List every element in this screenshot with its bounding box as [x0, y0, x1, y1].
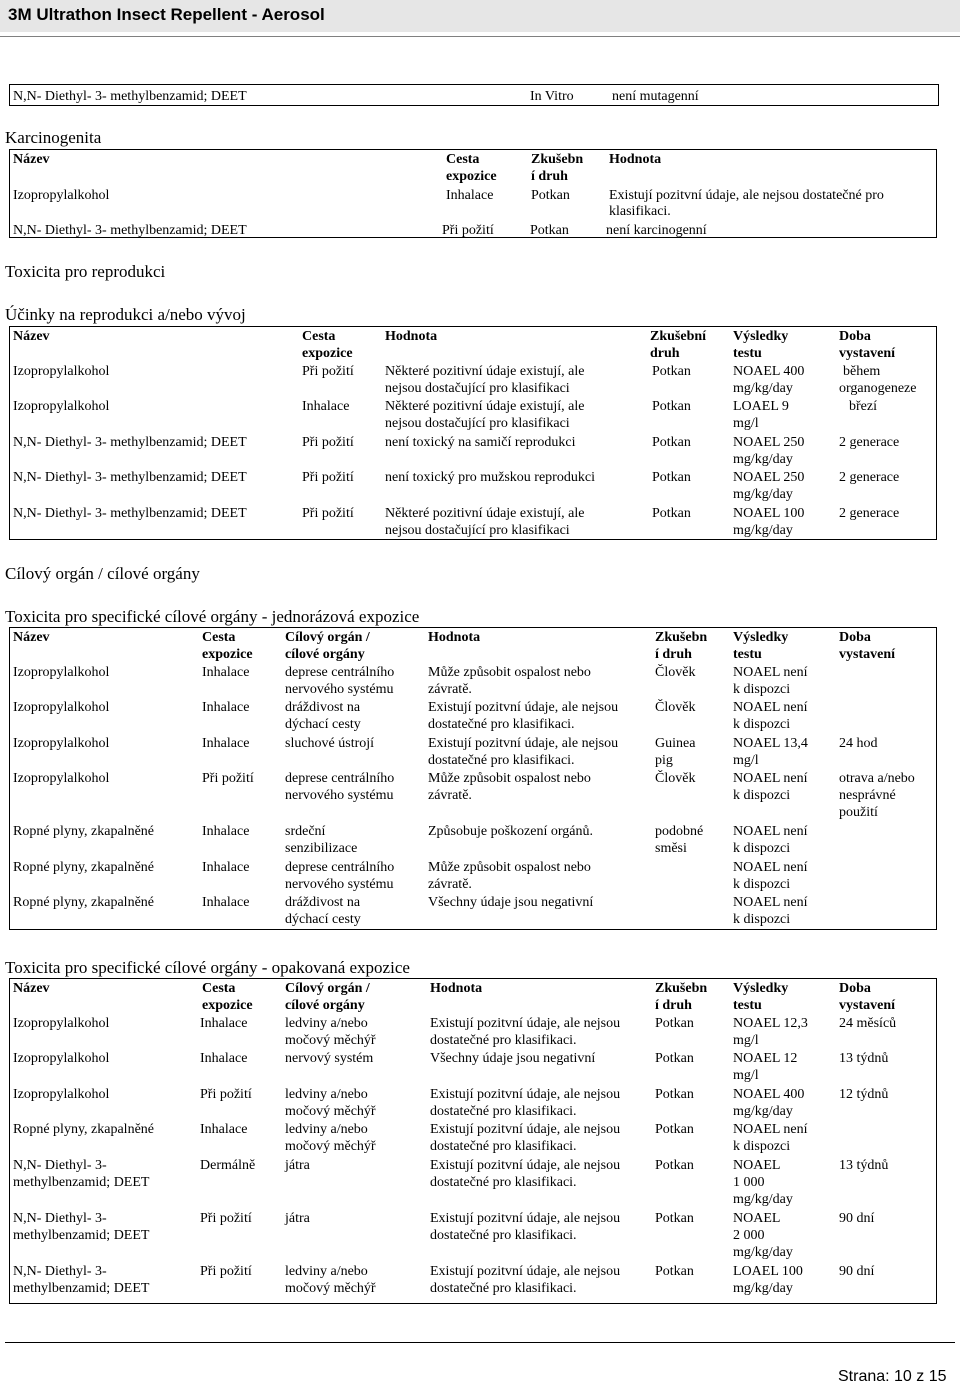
table-cell: NOAEL 12 — [733, 1051, 798, 1066]
table-cell: 90 dní — [839, 1264, 875, 1279]
table-cell: směsi — [655, 841, 687, 856]
table-cell: Izopropylalkohol — [13, 364, 110, 379]
mutagen-cell: In Vitro — [530, 89, 574, 104]
table-cell: Při požití — [302, 364, 354, 379]
table-header: Hodnota — [430, 981, 483, 996]
table-cell: Potkan — [652, 435, 691, 450]
table-cell: NOAEL 400 — [733, 1087, 805, 1102]
table-header: Zkušební — [650, 329, 707, 344]
table-cell: Inhalace — [202, 824, 250, 839]
table-cell: Při požití — [202, 771, 254, 786]
table-header: expozice — [302, 346, 353, 361]
table-cell: použití — [839, 805, 878, 820]
table-cell: mg/kg/day — [733, 487, 793, 502]
table-cell: Při požití — [302, 506, 354, 521]
table-header: í druh — [531, 169, 568, 184]
table-cell: NOAEL není — [733, 665, 808, 680]
table-cell: dostatečné pro klasifikaci. — [428, 717, 575, 732]
table-cell: mg/kg/day — [733, 523, 793, 538]
table-cell: Izopropylalkohol — [13, 736, 110, 751]
table-cell: Izopropylalkohol — [13, 188, 110, 203]
table-header: Doba — [839, 981, 871, 996]
table-cell: 2 generace — [839, 506, 900, 521]
document-title: 3M Ultrathon Insect Repellent - Aerosol — [8, 5, 325, 24]
table-cell: Guinea — [655, 736, 696, 751]
table-cell: 2 000 — [733, 1228, 765, 1243]
section-title: Toxicita pro reprodukci — [5, 262, 166, 281]
table-header: Cesta — [202, 981, 236, 996]
table-cell: játra — [285, 1158, 310, 1173]
table-cell: nejsou dostačující pro klasifikaci — [385, 523, 570, 538]
table-cell: k dispozci — [733, 877, 791, 892]
table-header: Doba — [839, 630, 871, 645]
table-cell: dostatečné pro klasifikaci. — [430, 1281, 577, 1296]
table-cell: Potkan — [655, 1087, 694, 1102]
table-cell: LOAEL 100 — [733, 1264, 803, 1279]
table-cell: podobné — [655, 824, 704, 839]
table-cell: Při požití — [302, 470, 354, 485]
table-cell: Některé pozitivní údaje existují, ale — [385, 399, 585, 414]
table-cell: Existují pozitvní údaje, ale nejsou — [428, 736, 619, 751]
table-cell: Potkan — [652, 364, 691, 379]
table-cell: k dispozci — [733, 682, 791, 697]
table-cell: Potkan — [530, 223, 569, 238]
table-cell: Při požití — [442, 223, 494, 238]
table-header: druh — [650, 346, 680, 361]
table-cell: NOAEL není — [733, 895, 808, 910]
table-cell: N,N- Diethyl- 3- — [13, 1158, 107, 1173]
table-cell: NOAEL není — [733, 824, 808, 839]
table-cell: Inhalace — [202, 736, 250, 751]
table-cell: mg/l — [733, 1033, 759, 1048]
table-cell: mg/l — [733, 416, 759, 431]
table-cell: dostatečné pro klasifikaci. — [430, 1175, 577, 1190]
table-cell: nejsou dostačující pro klasifikaci — [385, 416, 570, 431]
table-cell: k dispozci — [733, 788, 791, 803]
table-cell: Při požití — [200, 1264, 252, 1279]
table-header: Výsledky — [733, 630, 789, 645]
table-header: testu — [733, 998, 762, 1013]
table-cell: Některé pozitivní údaje existují, ale — [385, 364, 585, 379]
section-title: Toxicita pro specifické cílové orgány - jednorázová expozice — [5, 607, 420, 626]
table-cell: mg/kg/day — [733, 452, 793, 467]
table-cell: 2 generace — [839, 435, 900, 450]
table-cell: mg/kg/day — [733, 381, 793, 396]
table-cell: Existují pozitvní údaje, ale nejsou dostatečné pro — [609, 188, 884, 203]
table-header: expozice — [202, 998, 253, 1013]
table-cell: mg/kg/day — [733, 1192, 793, 1207]
table-cell: k dispozci — [733, 912, 791, 927]
table-header: í druh — [655, 647, 692, 662]
table-cell: Izopropylalkohol — [13, 1087, 110, 1102]
table-cell: Inhalace — [202, 895, 250, 910]
table-header: Cesta — [302, 329, 336, 344]
table-header: Název — [13, 630, 50, 645]
table-cell: NOAEL 12,3 — [733, 1016, 808, 1031]
table-cell: Existují pozitvní údaje, ale nejsou — [430, 1158, 621, 1173]
table-cell: Způsobuje poškození orgánů. — [428, 824, 593, 839]
table-header: Cesta — [446, 152, 480, 167]
table-cell: Ropné plyny, zkapalněné — [13, 824, 154, 839]
table-cell: Potkan — [655, 1016, 694, 1031]
table-cell: methylbenzamid; DEET — [13, 1281, 150, 1296]
table-cell: k dispozci — [733, 1139, 791, 1154]
table-cell: Existují pozitvní údaje, ale nejsou — [430, 1264, 621, 1279]
table-cell: deprese centrálního — [285, 665, 395, 680]
table-header: vystavení — [839, 647, 895, 662]
table-cell: Inhalace — [202, 860, 250, 875]
table-cell: NOAEL není — [733, 700, 808, 715]
table-header: Název — [13, 152, 50, 167]
table-cell: 24 hod — [839, 736, 878, 751]
table-cell: ledviny a/nebo — [285, 1122, 368, 1137]
table-cell: mg/l — [733, 1068, 759, 1083]
table-cell: NOAEL 400 — [733, 364, 805, 379]
table-cell: deprese centrálního — [285, 771, 395, 786]
table-cell: Inhalace — [302, 399, 350, 414]
table-cell: methylbenzamid; DEET — [13, 1175, 150, 1190]
table-cell: nervový systém — [285, 1051, 374, 1066]
table-header: cílové orgány — [285, 647, 365, 662]
table-cell: mg/l — [733, 753, 759, 768]
table-cell: dostatečné pro klasifikaci. — [430, 1139, 577, 1154]
table-cell: močový měchýř — [285, 1139, 376, 1154]
table-cell: 24 měsíců — [839, 1016, 897, 1031]
section-subtitle: Účinky na reprodukci a/nebo vývoj — [5, 305, 246, 324]
table-header: Název — [13, 329, 50, 344]
table-cell: 90 dní — [839, 1211, 875, 1226]
table-cell: Potkan — [652, 399, 691, 414]
table-cell: dráždivost na — [285, 895, 361, 910]
table-header: Hodnota — [385, 329, 438, 344]
table-header: vystavení — [839, 346, 895, 361]
table-cell: Všechny údaje jsou negativní — [428, 895, 594, 910]
table-cell: mg/kg/day — [733, 1245, 793, 1260]
table-header: Hodnota — [609, 152, 662, 167]
table-header: Cesta — [202, 630, 236, 645]
table-cell: N,N- Diethyl- 3- — [13, 1264, 107, 1279]
table-cell: Může způsobit ospalost nebo — [428, 665, 591, 680]
table-cell: močový měchýř — [285, 1033, 376, 1048]
table-cell: Izopropylalkohol — [13, 1016, 110, 1031]
header-divider — [0, 36, 960, 37]
table-header: Hodnota — [428, 630, 481, 645]
table-cell: dráždivost na — [285, 700, 361, 715]
table-cell: NOAEL 250 — [733, 435, 805, 450]
table-cell: Potkan — [652, 470, 691, 485]
table-cell: močový měchýř — [285, 1281, 376, 1296]
table-cell: Ropné plyny, zkapalněné — [13, 860, 154, 875]
table-cell: Izopropylalkohol — [13, 399, 110, 414]
table-header: Zkušebn — [655, 981, 708, 996]
table-header: expozice — [202, 647, 253, 662]
table-cell: dýchací cesty — [285, 717, 361, 732]
table-cell: není karcinogenní — [606, 223, 707, 238]
table-cell: Existují pozitvní údaje, ale nejsou — [430, 1122, 621, 1137]
table-cell: Ropné plyny, zkapalněné — [13, 1122, 154, 1137]
table-cell: Při požití — [200, 1087, 252, 1102]
table-header: Výsledky — [733, 329, 789, 344]
table-cell: 13 týdnů — [839, 1051, 889, 1066]
table-cell: Izopropylalkohol — [13, 700, 110, 715]
table-cell: Potkan — [655, 1122, 694, 1137]
document-header — [0, 0, 960, 32]
table-header: Cílový orgán / — [285, 981, 370, 996]
mutagen-cell: není mutagenní — [612, 89, 699, 104]
table-cell: NOAEL 13,4 — [733, 736, 808, 751]
table-cell: N,N- Diethyl- 3- methylbenzamid; DEET — [13, 506, 247, 521]
table-cell: mg/kg/day — [733, 1281, 793, 1296]
table-cell: nesprávné — [839, 788, 896, 803]
table-cell: 12 týdnů — [839, 1087, 889, 1102]
table-cell: Inhalace — [202, 700, 250, 715]
table-header: vystavení — [839, 998, 895, 1013]
table-cell: Izopropylalkohol — [13, 665, 110, 680]
table-header: Název — [13, 981, 50, 996]
table-cell: Potkan — [655, 1211, 694, 1226]
table-cell: Potkan — [655, 1158, 694, 1173]
table-cell: Inhalace — [202, 665, 250, 680]
table-cell: není toxický pro mužskou reprodukci — [385, 470, 595, 485]
table-cell: Inhalace — [200, 1051, 248, 1066]
table-cell: ledviny a/nebo — [285, 1264, 368, 1279]
table-cell: NOAEL není — [733, 1122, 808, 1137]
table-cell: k dispozci — [733, 717, 791, 732]
table-cell: N,N- Diethyl- 3- methylbenzamid; DEET — [13, 470, 247, 485]
table-cell: Existují pozitvní údaje, ale nejsou — [430, 1211, 621, 1226]
table-cell: nejsou dostačující pro klasifikaci — [385, 381, 570, 396]
table-cell: Při požití — [302, 435, 354, 450]
table-cell: 13 týdnů — [839, 1158, 889, 1173]
table-header: cílové orgány — [285, 998, 365, 1013]
table-cell: Člověk — [655, 665, 696, 680]
section-title: Karcinogenita — [5, 128, 102, 147]
table-header: Cílový orgán / — [285, 630, 370, 645]
table-cell: Potkan — [531, 188, 570, 203]
table-cell: Izopropylalkohol — [13, 1051, 110, 1066]
table-cell: Existují pozitvní údaje, ale nejsou — [428, 700, 619, 715]
table-cell: N,N- Diethyl- 3- methylbenzamid; DEET — [13, 223, 247, 238]
table-cell: Některé pozitivní údaje existují, ale — [385, 506, 585, 521]
table-cell: NOAEL není — [733, 771, 808, 786]
table-cell: Potkan — [652, 506, 691, 521]
table-header: Zkušebn — [655, 630, 708, 645]
table-cell: 2 generace — [839, 470, 900, 485]
table-header: expozice — [446, 169, 497, 184]
table-header: Doba — [839, 329, 871, 344]
table-cell: sluchové ústrojí — [285, 736, 375, 751]
section-title: Cílový orgán / cílové orgány — [5, 564, 200, 583]
table-cell: Člověk — [655, 771, 696, 786]
table-cell: nervového systému — [285, 788, 394, 803]
table-cell: ledviny a/nebo — [285, 1087, 368, 1102]
table-cell: dostatečné pro klasifikaci. — [430, 1228, 577, 1243]
table-cell: během — [843, 364, 881, 379]
table-cell: NOAEL — [733, 1211, 781, 1226]
table-cell: LOAEL 9 — [733, 399, 789, 414]
table-cell: není toxický na samičí reprodukci — [385, 435, 576, 450]
page-number: Strana: 10 z 15 — [838, 1368, 947, 1385]
section-title: Toxicita pro specifické cílové orgány - opakovaná expozice — [5, 958, 410, 977]
footer-divider — [5, 1342, 955, 1343]
table-cell: dostatečné pro klasifikaci. — [430, 1104, 577, 1119]
table-cell: dostatečné pro klasifikaci. — [428, 753, 575, 768]
table-cell: NOAEL 250 — [733, 470, 805, 485]
table-cell: Člověk — [655, 700, 696, 715]
table-cell: Inhalace — [200, 1122, 248, 1137]
table-cell: Inhalace — [200, 1016, 248, 1031]
table-header: í druh — [655, 998, 692, 1013]
table-cell: NOAEL — [733, 1158, 781, 1173]
table-cell: Potkan — [655, 1051, 694, 1066]
table-cell: mg/kg/day — [733, 1104, 793, 1119]
table-cell: játra — [285, 1211, 310, 1226]
table-header: Výsledky — [733, 981, 789, 996]
table-cell: NOAEL není — [733, 860, 808, 875]
table-cell: Inhalace — [446, 188, 494, 203]
table-cell: deprese centrálního — [285, 860, 395, 875]
table-cell: srdeční — [285, 824, 326, 839]
table-cell: močový měchýř — [285, 1104, 376, 1119]
table-cell: NOAEL 100 — [733, 506, 805, 521]
table-cell: ledviny a/nebo — [285, 1016, 368, 1031]
table-cell: nervového systému — [285, 682, 394, 697]
table-cell: N,N- Diethyl- 3- methylbenzamid; DEET — [13, 435, 247, 450]
table-header: testu — [733, 647, 762, 662]
table-cell: senzibilizace — [285, 841, 358, 856]
table-header: testu — [733, 346, 762, 361]
table-cell: březí — [849, 399, 877, 414]
table-cell: pig — [655, 753, 673, 768]
table-cell: Může způsobit ospalost nebo — [428, 771, 591, 786]
table-cell: organogeneze — [839, 381, 917, 396]
mutagen-cell: N,N- Diethyl- 3- methylbenzamid; DEET — [13, 89, 247, 104]
table-cell: klasifikaci. — [609, 204, 671, 219]
table-cell: Při požití — [200, 1211, 252, 1226]
table-cell: Ropné plyny, zkapalněné — [13, 895, 154, 910]
table-cell: závratě. — [428, 788, 472, 803]
table-cell: methylbenzamid; DEET — [13, 1228, 150, 1243]
table-cell: závratě. — [428, 682, 472, 697]
table-cell: Existují pozitvní údaje, ale nejsou — [430, 1016, 621, 1031]
table-cell: dostatečné pro klasifikaci. — [430, 1033, 577, 1048]
table-cell: nervového systému — [285, 877, 394, 892]
table-cell: k dispozci — [733, 841, 791, 856]
table-cell: dýchací cesty — [285, 912, 361, 927]
table-cell: N,N- Diethyl- 3- — [13, 1211, 107, 1226]
table-cell: otrava a/nebo — [839, 771, 915, 786]
table-header: Zkušebn — [531, 152, 584, 167]
table-cell: závratě. — [428, 877, 472, 892]
table-cell: Potkan — [655, 1264, 694, 1279]
table-cell: Může způsobit ospalost nebo — [428, 860, 591, 875]
table-cell: Izopropylalkohol — [13, 771, 110, 786]
table-cell: Všechny údaje jsou negativní — [430, 1051, 596, 1066]
table-cell: Existují pozitvní údaje, ale nejsou — [430, 1087, 621, 1102]
table-cell: Dermálně — [200, 1158, 256, 1173]
table-cell: 1 000 — [733, 1175, 765, 1190]
